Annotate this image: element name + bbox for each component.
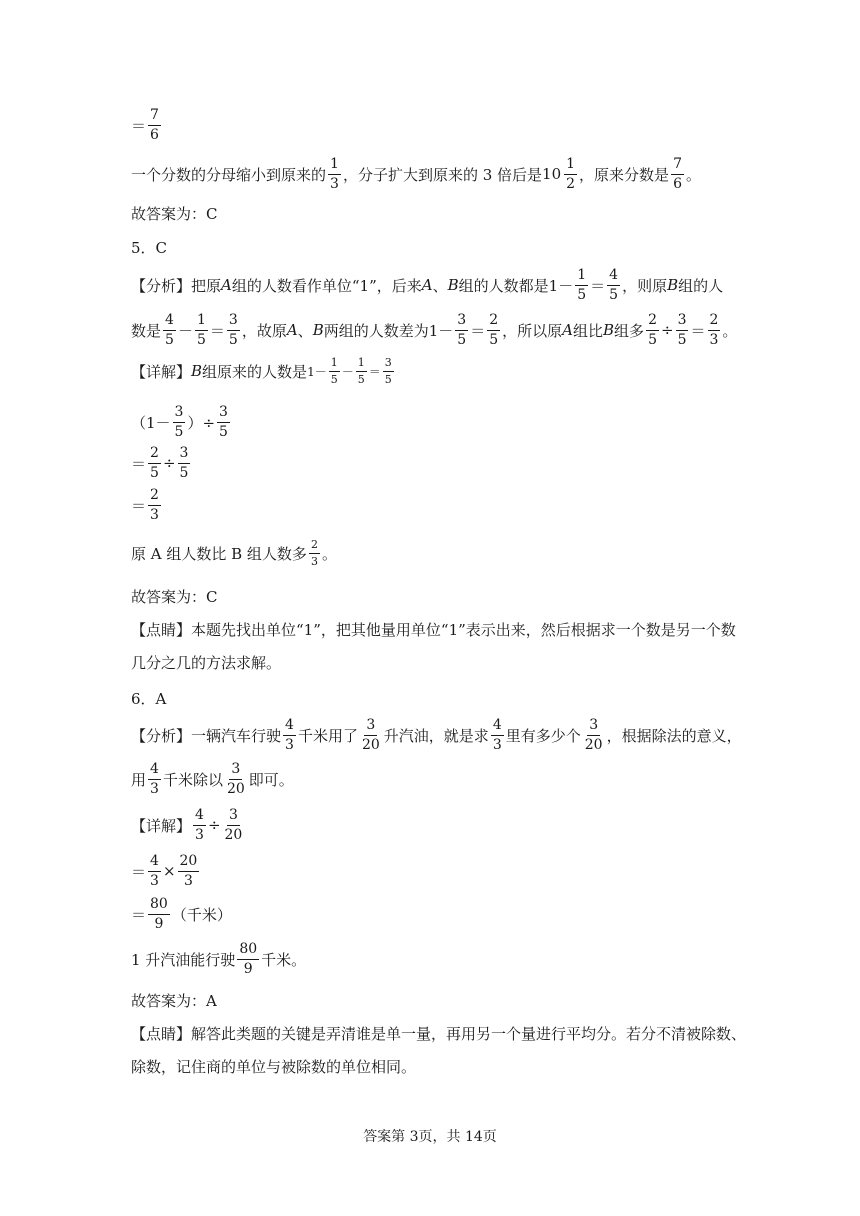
fraction: $\frac{3}{5}$ [228,312,238,348]
calc-line: （1－ $\frac{3}{5}$ ）÷ $\frac{3}{5}$ [131,404,228,440]
fraction: $\frac{4}{3}$ [195,807,204,843]
fraction: $\frac{4}{3}$ [150,853,159,889]
fraction: $\frac{3}{20}$ [361,717,380,753]
conclusion-line: 1 升汽油能行驶 $\frac{80}{9}$ 千米。 [131,941,307,977]
fraction: $\frac{4}{5}$ [609,267,619,303]
fraction: $\frac{2}{5}$ [150,445,159,481]
analysis-line-1: 【分析】 把原 A 组的人数看作单位“1”，后来 A 、 B 组的人数都是 1－ $\frac{1}{5}$ ＝ $\frac{4}{5}$ ，则原 B 组的人 [131,267,724,303]
fraction: $\frac{1}{5}$ [330,356,338,386]
fraction: $\frac{3}{20}$ [584,717,603,753]
comment-line-2: 除数，记住商的单位与被除数的单位相同。 [131,1058,417,1076]
comment-line-2: 几分之几的方法求解。 [131,654,282,672]
fraction: $\frac{80}{9}$ [239,941,258,977]
fraction: $\frac{3}{20}$ [224,807,243,843]
conclusion-line: 原 A 组人数比 B 组人数多 $\frac{2}{3}$ 。 [131,538,337,568]
explanation-sentence: 一个分数的分母缩小到原来的 $\frac{1}{3}$ ，分子扩大到原来的 3 倍后是 10 $\frac{1}{2}$ ，原来分数是 $\frac{7}{6}$ 。 [131,156,701,192]
answer-line: 故答案为：C [131,205,218,223]
fraction: $\frac{3}{5}$ [219,404,228,440]
result-line [131,108,163,142]
fraction: $\frac{3}{20}$ [226,761,245,797]
equals-sign: ＝ [131,116,147,135]
fraction: $\frac{1}{2}$ [566,156,576,192]
fraction: $\frac{1}{3}$ [330,156,339,192]
fraction: $\frac{3}{5}$ [384,356,392,386]
fraction: $\frac{80}{9}$ [150,896,168,932]
fraction: $\frac{4}{5}$ [165,312,174,348]
fraction: $\frac{20}{3}$ [179,853,198,889]
question-title: 6．A [131,690,167,708]
detail-line: 【详解】 $\frac{4}{3}$ ÷ $\frac{3}{20}$ [131,807,243,843]
answer-line: 故答案为：C [131,588,218,606]
fraction: $\frac{2}{5}$ [648,312,657,348]
analysis-line-1: 【分析】 一辆汽车行驶 $\frac{4}{3}$ 千米用了 $\frac{3}{20}$ 升汽油，就是求 $\frac{4}{3}$ 里有多少个 $\frac{3}{20}$ ，根据除法的意义， [131,717,742,753]
fraction: $\frac{2}{3}$ [709,312,719,348]
calc-line: ＝ $\frac{80}{9}$ （千米） [131,896,232,932]
detail-line: 【详解】 B 组原来的人数是 1－ $\frac{1}{5}$ － $\frac{1}{5}$ ＝ $\frac{3}{5}$ [131,356,392,386]
fraction: $\frac{3}{5}$ [457,312,467,348]
answer-line: 故答案为：A [131,992,217,1010]
fraction: $\frac{1}{5}$ [357,356,365,386]
page-footer: 答案第 3页，共 14页 [363,1129,497,1145]
fraction: $\frac{7}{6}$ [673,156,682,192]
fraction: $\frac{1}{5}$ [196,312,206,348]
fraction: $\frac{3}{5}$ [174,404,184,440]
calc-line: ＝ $\frac{2}{3}$ [131,487,159,523]
fraction: $\frac{2}{3}$ [310,538,318,568]
fraction: $\frac{2}{5}$ [489,312,499,348]
calc-line: ＝ $\frac{2}{5}$ ÷ $\frac{3}{5}$ [131,445,189,481]
question-title: 5．C [131,239,168,257]
analysis-line-2: 用 $\frac{4}{3}$ 千米除以 $\frac{3}{20}$ 即可。 [131,761,294,797]
fraction: $\frac{7}{6}$ [150,107,159,143]
fraction: $\frac{3}{5}$ [677,312,687,348]
fraction: $\frac{3}{5}$ [179,445,189,481]
calc-line: ＝ $\frac{4}{3}$ × $\frac{20}{3}$ [131,853,198,889]
fraction: $\frac{4}{3}$ [150,761,159,797]
fraction: $\frac{4}{3}$ [285,717,294,753]
fraction: $\frac{4}{3}$ [492,717,502,753]
fraction: $\frac{1}{5}$ [577,267,587,303]
comment-line-1: 【点睛】解答此类题的关键是弄清谁是单一量，再用另一个量进行平均分。若分不清被除数、 [131,1025,747,1043]
analysis-line-2: 数是 $\frac{4}{5}$ － $\frac{1}{5}$ ＝ $\frac{3}{5}$ ，故原 A 、 B 两组的人数差为 1－ $\frac{3}{5}$ ＝ $\frac{2}{5}$ ，所以原 A 组比 B 组多 $\frac{2}{5}$ ÷ $\frac{3}{5}$ ＝ $\frac{2}{3}$ 。 [131,312,738,348]
fraction: $\frac{2}{3}$ [150,487,159,523]
comment-line-1: 【点睛】本题先找出单位“1”，把其他量用单位“1”表示出来，然后根据求一个数是另一个数 [131,621,736,639]
